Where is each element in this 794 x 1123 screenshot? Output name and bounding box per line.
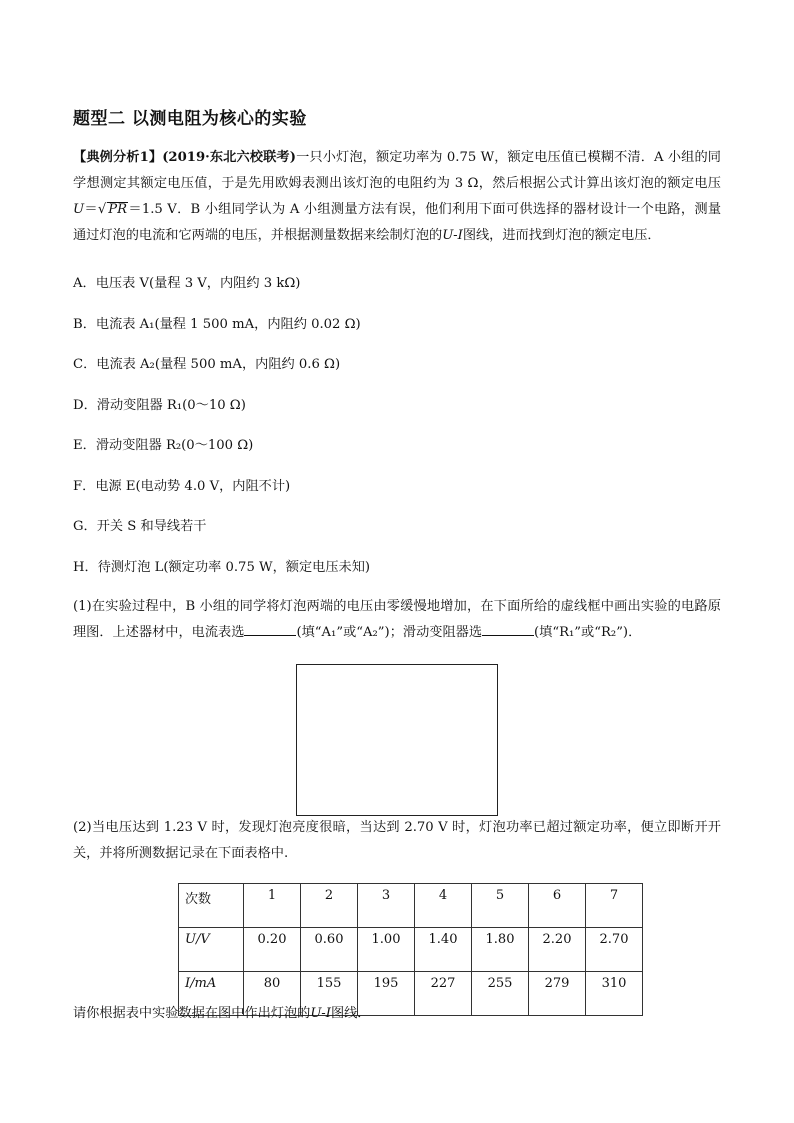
option-e: E．滑动变阻器 R₂(0～100 Ω) <box>73 438 254 453</box>
table-cell: 310 <box>586 972 643 1016</box>
table-cell: 4 <box>415 884 472 928</box>
answer-blank-ammeter[interactable] <box>244 621 296 636</box>
example-text-2: 图线，进而找到灯泡的额定电压． <box>462 228 661 243</box>
answer-blank-rheostat[interactable] <box>482 621 534 636</box>
sqrt-sign: √ <box>97 202 107 217</box>
table-header-label: 次数 <box>179 884 244 928</box>
question-1 <box>73 594 721 646</box>
table-cell: 6 <box>529 884 586 928</box>
table-cell: 227 <box>415 972 472 1016</box>
table-cell: 2.20 <box>529 928 586 972</box>
option-g: G．开关 S 和导线若干 <box>73 519 207 534</box>
formula-u: U <box>73 202 85 217</box>
table-cell: 5 <box>472 884 529 928</box>
table-cell: 255 <box>472 972 529 1016</box>
example-source: (2019·东北六校联考) <box>162 150 296 165</box>
table-cell: 0.60 <box>301 928 358 972</box>
table-cell: 0.20 <box>244 928 301 972</box>
question-1-text-a: (1)在实验过程中，B 小组的同学将灯泡两端的电压由零缓慢地增加，在下面所给的虚线框中画出实验的电路原理图．上述器材中，电流表选 <box>73 599 721 640</box>
table-cell: 195 <box>358 972 415 1016</box>
table-u-label: U/V <box>179 928 244 972</box>
table-row-trials <box>179 884 643 928</box>
option-f: F．电源 E(电动势 4.0 V，内阻不计) <box>73 479 291 494</box>
circuit-diagram-box[interactable] <box>296 664 498 816</box>
example-tag: 【典例分析1】 <box>73 150 163 165</box>
table-cell: 80 <box>244 972 301 1016</box>
data-table <box>178 883 643 1016</box>
question-2-tail-text-b: 图线． <box>330 1006 371 1021</box>
table-i-label: I/mA <box>179 972 244 1016</box>
table-cell: 279 <box>529 972 586 1016</box>
table-cell: 1.40 <box>415 928 472 972</box>
table-row-voltage <box>179 928 643 972</box>
table-cell: 1 <box>244 884 301 928</box>
question-2: (2)当电压达到 1.23 V 时，发现灯泡亮度很暗，当达到 2.70 V 时，灯泡功率已超过额定功率，便立即断开开关，并将所测数据记录在下面表格中. <box>73 820 721 861</box>
option-a: A．电压表 V(量程 3 V，内阻约 3 kΩ) <box>73 276 301 291</box>
table-cell: 2 <box>301 884 358 928</box>
table-cell: 7 <box>586 884 643 928</box>
question-2-tail <box>73 1002 371 1021</box>
option-h: H．待测灯泡 L(额定功率 0.75 W，额定电压未知) <box>73 560 371 575</box>
question-2-tail-text-a: 请你根据表中实验数据在图中作出灯泡的 <box>73 1006 311 1021</box>
section-title: 题型二 以测电阻为核心的实验 <box>73 109 307 129</box>
table-cell: 155 <box>301 972 358 1016</box>
table-cell: 2.70 <box>586 928 643 972</box>
table-cell: 1.00 <box>358 928 415 972</box>
question-2-tail-italic: U-I <box>310 1006 331 1021</box>
example-paragraph <box>73 145 721 249</box>
formula-result-text: ＝1.5 V．B 小组同学认为 A 小组测量方法有误，他们利用下面可供选择的器材设计一个电路，测量通过灯泡的电流和它两端的电压，并根据测量数据来绘制灯泡的 <box>73 202 722 243</box>
option-b: B．电流表 A₁(量程 1 500 mA，内阻约 0.02 Ω) <box>73 317 361 332</box>
formula-sqrt-radicand: PR <box>108 202 128 217</box>
option-c: C．电流表 A₂(量程 500 mA，内阻约 0.6 Ω) <box>73 357 341 372</box>
option-d: D．滑动变阻器 R₁(0～10 Ω) <box>73 398 246 413</box>
question-1-text-b: (填“A₁”或“A₂”)；滑动变阻器选 <box>296 625 483 640</box>
formula-ui: U-I <box>442 228 463 243</box>
formula-eq: ＝ <box>84 202 98 217</box>
example-text-1: 一只小灯泡，额定功率为 0.75 W，额定电压值已模糊不清．A 小组的同学想测定其额定电压值，于是先用欧姆表测出该灯泡的电阻约为 3 Ω，然后根据公式计算出该灯泡的额定电压 <box>73 150 721 191</box>
table-cell: 3 <box>358 884 415 928</box>
table-cell: 1.80 <box>472 928 529 972</box>
question-1-text-c: (填“R₁”或“R₂”)． <box>534 625 642 640</box>
